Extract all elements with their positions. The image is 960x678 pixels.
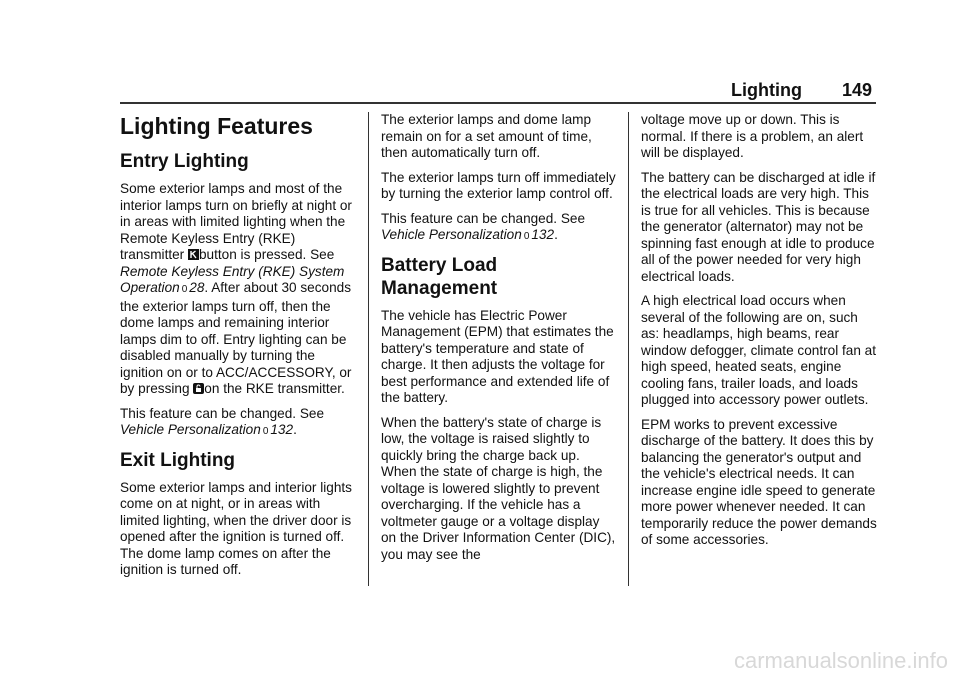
page-ref-symbol: 0: [262, 426, 269, 437]
watermark: carmanualsonline.info: [733, 648, 948, 673]
unlock-icon: [193, 383, 204, 394]
paragraph: When the battery's state of charge is low, the voltage is raised slightly to quickly bring the charge back up. When the state of charge is high, the voltage is lowered slightly to prevent overcharging. If the vehicle has a voltmeter gauge or a voltage display on the Driver Information Center (DIC), you may see the: [381, 414, 616, 562]
battery-load-heading: Battery Load Management: [381, 254, 498, 299]
paragraph: A high electrical load occurs when several of the following are on, such as: headlamps, high beams, rear window defogger, climate control fan at high speed, heated seats, engine cooling fans, trailer loads, and loads plugged into accessory power outlets.: [641, 293, 877, 407]
column-2: [381, 112, 617, 571]
paragraph: EPM works to prevent excessive discharge of the battery. It does this by balancing the generator's output and the vehicle's electrical needs. It can increase engine idle speed to generate more power whenever needed. It can temporarily reduce the power demands of some accessories.: [641, 416, 877, 547]
column-1: [120, 112, 356, 587]
paragraph: The exterior lamps turn off immediately by turning the exterior lamp control off.: [381, 169, 616, 201]
entry-feature-paragraph: This feature can be changed. See Vehicle Personalization 0 132.: [120, 405, 325, 437]
page-title: Lighting Features: [120, 113, 313, 139]
paragraph: The battery can be discharged at idle if the electrical loads are very high. This is true for all vehicles. This is because the generator (alternator) may not be spinning fast enough at idle to produce all of the power needed for very high electrical loads.: [641, 169, 876, 284]
page-ref-symbol: 0: [523, 231, 530, 242]
entry-lighting-heading: Entry Lighting: [120, 151, 249, 172]
page-number: 149: [841, 80, 872, 100]
paragraph: This feature can be changed. See Vehicle Personalization 0 132.: [381, 210, 586, 242]
link-vehicle-personalization[interactable]: Vehicle Personalization 0 132: [120, 422, 294, 437]
key-icon: [188, 249, 199, 260]
paragraph: The vehicle has Electric Power Management (EPM) that estimates the battery's temperature and state of charge. It then adjusts the voltage for best performance and extended life of the battery.: [381, 307, 614, 405]
paragraph: The exterior lamps and dome lamp remain on for a set amount of time, then automatically turn off.: [381, 112, 592, 160]
page-header: [731, 80, 872, 101]
link-rke-system[interactable]: Remote Keyless Entry (RKE) System Operation 0 28: [120, 263, 345, 295]
exit-lighting-paragraph: Some exterior lamps and interior lights come on at night, or in areas with limited lighting, when the driver door is opened after the ignition is turned off. The dome lamp comes on after the ignition is turned off.: [120, 479, 352, 577]
header-rule: [120, 102, 876, 104]
entry-lighting-paragraph: Some exterior lamps and most of the interior lamps turn on briefly at night or in areas with limited lighting when the Remote Keyless Entry (RKE) transmitter button is pressed. See Remote Keyless Entry (RKE) System Operation 0 28. After about 30 seconds the exterior lamps turn off, then the dome lamps and remaining interior lamps dim to off. Entry lighting can be disabled manually by turning the ignition on or to ACC/ACCESSORY, or by pressing on the RKE transmitter.: [120, 181, 352, 396]
column-divider: [628, 112, 629, 586]
section-title: Lighting: [730, 80, 802, 100]
link-vehicle-personalization[interactable]: Vehicle Personalization 0 132: [381, 227, 555, 242]
column-3: [641, 112, 877, 557]
exit-lighting-heading: Exit Lighting: [120, 449, 236, 471]
paragraph: voltage move up or down. This is normal. If there is a problem, an alert will be displayed.: [641, 112, 864, 160]
page-ref-symbol: 0: [181, 284, 188, 295]
column-divider: [368, 112, 369, 586]
